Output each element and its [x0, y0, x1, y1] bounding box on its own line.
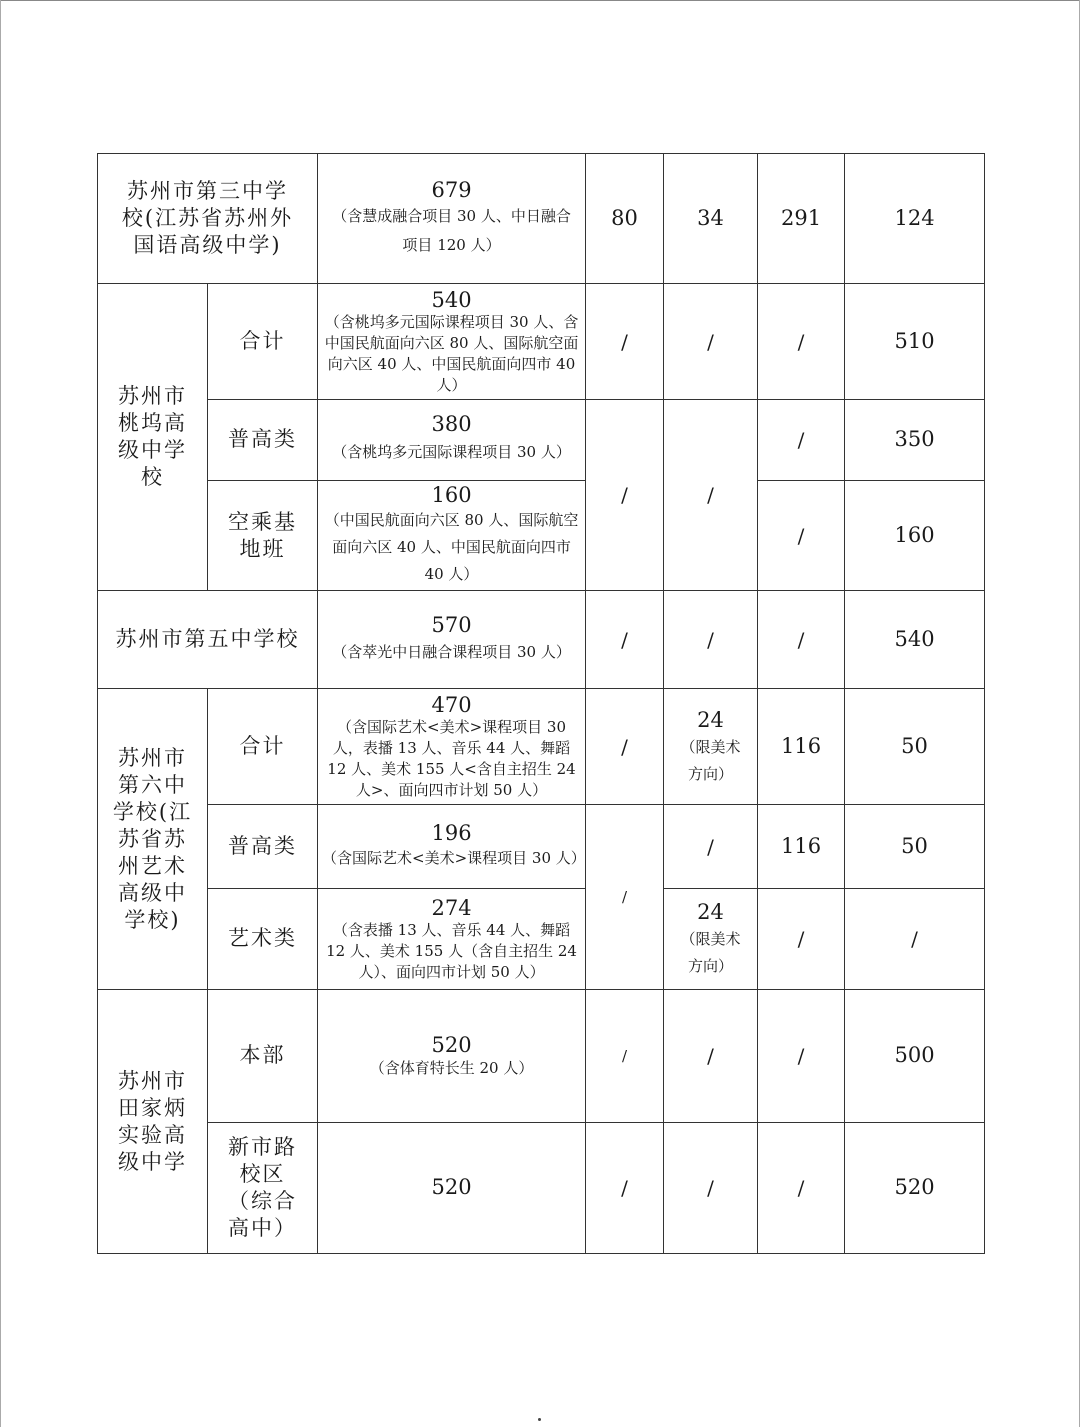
value-cell: / — [586, 400, 664, 591]
school-name-cell — [98, 154, 318, 284]
value-cell: 116 — [758, 689, 845, 805]
quota-total: 540 — [431, 287, 472, 312]
sub-category-cell — [208, 481, 318, 591]
value-cell: 124 — [845, 154, 985, 284]
quota-cell — [318, 689, 586, 805]
value-cell: / — [758, 591, 845, 689]
quota-cell — [318, 481, 586, 591]
value-cell: 160 — [845, 481, 985, 591]
quota-total: 380 — [431, 412, 472, 436]
art-quota: 24 — [697, 707, 724, 732]
value-cell: / — [586, 1123, 664, 1254]
value-cell: / — [664, 1123, 758, 1254]
value-cell: / — [664, 990, 758, 1123]
value-cell: 291 — [758, 154, 845, 284]
quota-total: 520 — [431, 1033, 472, 1057]
sub-category: 本部 — [208, 990, 318, 1123]
value-cell: 350 — [845, 400, 985, 481]
value-cell: / — [758, 481, 845, 591]
quota-note: （含慧成融合项目 30 人、中日融合项目 120 人） — [332, 206, 571, 254]
quota-total: 274 — [431, 895, 472, 920]
sub-category: 空乘基地班 — [228, 509, 297, 561]
quota-cell — [318, 284, 586, 400]
table-row — [98, 990, 985, 1123]
value-cell: 116 — [758, 805, 845, 889]
table-row — [98, 481, 985, 591]
quota-note: （含国际艺术<美术>课程项目 30 人） — [322, 849, 586, 867]
quota-total: 679 — [431, 177, 472, 202]
quota-note: （含桃坞多元国际课程项目 30 人） — [332, 443, 571, 461]
school-name-cell — [98, 591, 318, 689]
value-cell: 520 — [845, 1123, 985, 1254]
value-cell — [664, 689, 758, 805]
table-row — [98, 1123, 985, 1254]
quota-total: 160 — [431, 483, 472, 507]
table-row — [98, 889, 985, 990]
value-cell: / — [758, 1123, 845, 1254]
school-name: 苏州市第六中学校(江苏省苏州艺术高级中学校) — [112, 745, 193, 932]
sub-category: 普高类 — [208, 400, 318, 481]
value-cell: / — [586, 990, 664, 1123]
value-cell: / — [586, 689, 664, 805]
quota-cell — [318, 400, 586, 481]
sub-category: 合计 — [208, 689, 318, 805]
sub-category: 新市路校区（综合高中） — [228, 1135, 297, 1240]
sub-category: 合计 — [208, 284, 318, 400]
art-quota: 24 — [697, 900, 724, 924]
quota-cell — [318, 889, 586, 990]
value-cell: / — [664, 400, 758, 591]
table-row — [98, 805, 985, 889]
quota-note: （含体育特长生 20 人） — [369, 1059, 534, 1077]
school-name: 苏州市第五中学校 — [115, 627, 300, 651]
sub-category: 普高类 — [208, 805, 318, 889]
sub-category: 艺术类 — [208, 889, 318, 990]
value-cell: / — [758, 400, 845, 481]
quota-note: （含国际艺术<美术>课程项目 30 人，表播 13 人、音乐 44 人、舞蹈 12 人、美术 155 人<含自主招生 24 人>、面向四市计划 50 人） — [327, 717, 576, 799]
value-cell: / — [758, 990, 845, 1123]
quota-total: 520 — [318, 1123, 586, 1254]
value-cell: / — [586, 284, 664, 400]
quota-total: 470 — [431, 692, 472, 717]
value-cell: 500 — [845, 990, 985, 1123]
art-quota-note: （限美术方向） — [680, 930, 741, 975]
sub-category-cell — [208, 1123, 318, 1254]
value-cell: 80 — [586, 154, 664, 284]
quota-note: （含桃坞多元国际课程项目 30 人、含中国民航面向六区 80 人、国际航空面向六区 40 人、中国民航面向四市 40 人） — [324, 312, 579, 394]
quota-total: 196 — [431, 821, 472, 845]
table-row — [98, 284, 985, 400]
school-name: 苏州市田家炳实验高级中学 — [118, 1068, 187, 1174]
value-cell: / — [664, 284, 758, 400]
value-cell: / — [758, 889, 845, 990]
table-row — [98, 689, 985, 805]
value-cell: 50 — [845, 805, 985, 889]
quota-note: （含萃光中日融合课程项目 30 人） — [332, 642, 571, 661]
quota-cell — [318, 591, 586, 689]
quota-total: 570 — [431, 612, 472, 637]
value-cell: / — [664, 805, 758, 889]
value-cell: / — [586, 591, 664, 689]
quota-cell — [318, 805, 586, 889]
page-border-left — [0, 0, 1, 1427]
school-name: 苏州市第三中学校(江苏省苏州外国语高级中学) — [121, 179, 294, 257]
enrollment-quota-table — [97, 153, 985, 1254]
school-name-cell — [98, 990, 208, 1254]
table-row — [98, 400, 985, 481]
value-cell: 540 — [845, 591, 985, 689]
school-name-cell — [98, 689, 208, 990]
school-name-cell — [98, 284, 208, 591]
value-cell: 510 — [845, 284, 985, 400]
art-quota-note: （限美术方向） — [680, 737, 741, 783]
page-number-mark — [538, 1418, 541, 1421]
quota-note: （中国民航面向六区 80 人、国际航空面向六区 40 人、中国民航面向四市 40 人） — [324, 511, 579, 583]
table-row — [98, 591, 985, 689]
value-cell: 50 — [845, 689, 985, 805]
school-name: 苏州市桃坞高级中学校 — [118, 384, 187, 489]
quota-note: （含表播 13 人、音乐 44 人、舞蹈 12 人、美术 155 人（含自主招生 24 人）、面向四市计划 50 人） — [326, 920, 577, 981]
page-border-top — [0, 0, 1080, 1]
quota-cell — [318, 154, 586, 284]
quota-cell — [318, 990, 586, 1123]
value-cell: / — [845, 889, 985, 990]
value-cell: / — [758, 284, 845, 400]
value-cell: / — [664, 591, 758, 689]
table-row — [98, 154, 985, 284]
value-cell — [664, 889, 758, 990]
value-cell: / — [586, 805, 664, 990]
value-cell: 34 — [664, 154, 758, 284]
